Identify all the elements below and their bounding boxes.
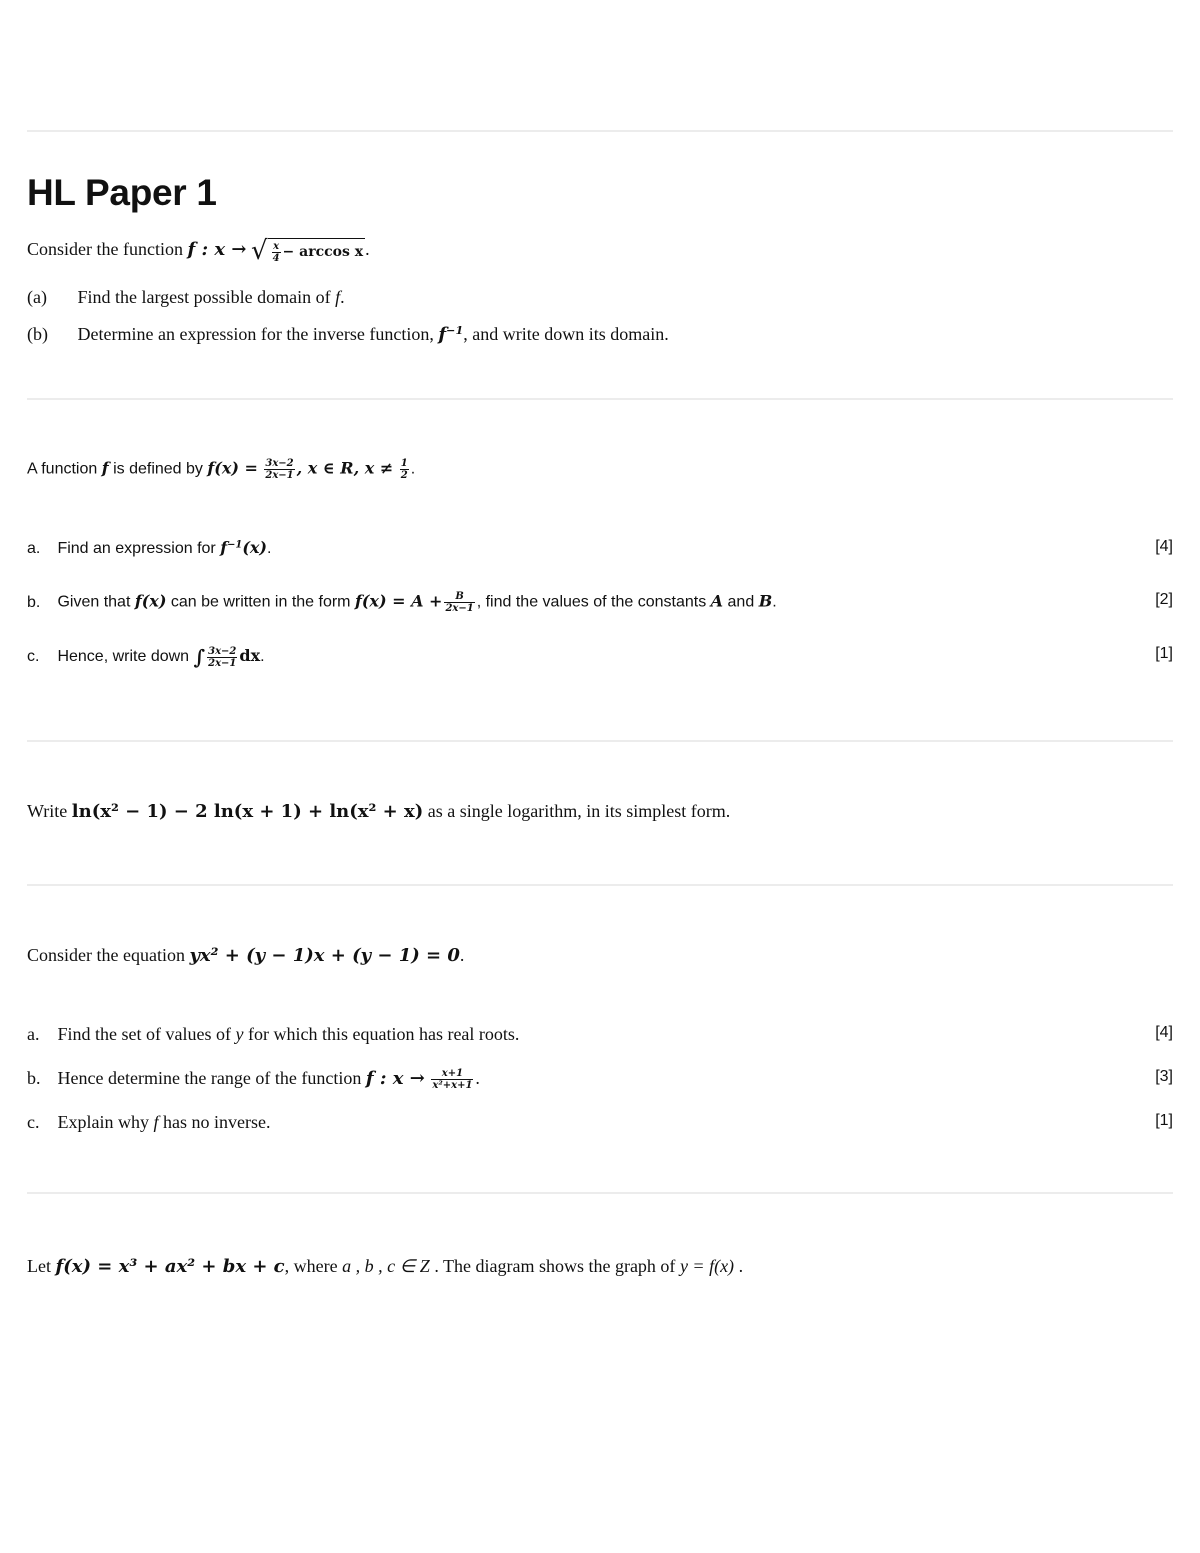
marks-badge: [4]	[1155, 538, 1173, 555]
q1-part-b: (b) Determine an expression for the inverse function, $f^{-1}$, and write down its domain.	[27, 324, 669, 346]
divider	[27, 130, 1173, 132]
document-page	[27, 0, 1173, 1553]
divider	[27, 398, 1173, 400]
q1-part-a: (a) Find the largest possible domain of f.	[27, 287, 345, 307]
page-title: HL Paper 1	[27, 172, 217, 213]
q2-part-c: c. Hence, write down ∫ $\frac{3x-2}{2x-1}$ dx. [1]	[27, 645, 1173, 669]
marks-badge: [1]	[1155, 645, 1173, 662]
marks-badge: [1]	[1155, 1112, 1173, 1129]
q2-part-b: b. Given that f(x) can be written in the form f(x) = A + $\frac{B}{2x-1}$ , find the values of the constants A and B. [2]	[27, 591, 1173, 614]
q4-part-b: b. Hence determine the range of the function f : x → $\frac{x+1}{\text{x²+x+1}}$ . [3]	[27, 1068, 1173, 1092]
sqrt-expression: √ $\frac{x}{4}$ − arccos x	[251, 236, 364, 266]
q4-part-c: c. Explain why f has no inverse. [1]	[27, 1112, 1173, 1132]
q4-intro: Consider the equation yx² + (y − 1)x + (y − 1) = 0.	[27, 945, 465, 966]
marks-badge: [4]	[1155, 1024, 1173, 1041]
divider	[27, 884, 1173, 886]
q4-part-a: a. Find the set of values of y for which this equation has real roots. [4]	[27, 1024, 1173, 1044]
q2-part-a: a. Find an expression for $f^{-1}(x)$. [4]	[27, 538, 1173, 557]
q5-text: Let f(x) = x³ + ax² + bx + c, where a , b , c ∈ Z . The diagram shows the graph of y = f(x) .	[27, 1256, 744, 1277]
q3-text: Write ln(x² − 1) − 2 ln(x + 1) + ln(x² + x) as a single logarithm, in its simplest form.	[27, 801, 731, 822]
divider	[27, 740, 1173, 742]
marks-badge: [2]	[1155, 591, 1173, 608]
q2-intro: A function f is defined by f(x) = $\frac{3x-2}{2x-1}$ , x ∈ R, x ≠ $\frac{1}{2}$ .	[27, 458, 416, 481]
marks-badge: [3]	[1155, 1068, 1173, 1085]
divider	[27, 1192, 1173, 1194]
q1-intro: Consider the function f : x → √ $\frac{x}{4}$ − arccos x .	[27, 236, 370, 266]
